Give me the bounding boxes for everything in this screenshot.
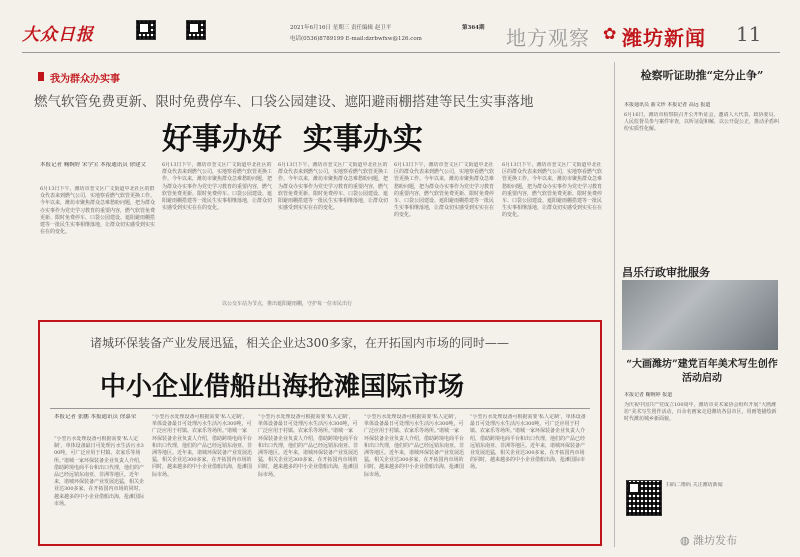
sidebar — [614, 62, 784, 552]
sidebar-divider — [614, 62, 615, 547]
story-column-4: 6月13日下午，潍坊市奎文区广文街道中北社区的群众代表来到燃气公司，实地察看燃气软管更换工作。今年以来，潍坊市聚焦群众急难愁盼问题，把为群众办实事作为党史学习教育的重要内容，燃气软管免费更新、限时免费停车、口袋公园建设、遮阳避雨棚搭建等一批民生实事相继落地，让群众切实感受到实实在在的变化。 — [394, 162, 495, 219]
feature-column-3: “小型污水处理设备可根据需要‘私人定制’，单体设备最日可处理污水生活污水300吨，可广泛应用于村镇、农家乐等场所。”诸城一家环保装备企业负责人介绍，借助跨境电商平台和出口代理，他们的产品已经远销东南亚、非洲等地区。近年来，诸城环保装备产业发展迅猛，相关企业达300多家，在开拓国内市场的同时，越来越多的中小企业借船出海，抢滩国际市场。 — [258, 414, 358, 478]
phone-line: 电话(0536)8789199 E-mail:dzrbwfxw@126.com — [290, 36, 422, 42]
sidebar-item1-byline: 本报通讯员 曲文珍 本报记者 高远 报道 — [624, 102, 711, 108]
sidebar-item3-byline: 本报记者 鞠婉婷 报道 — [624, 392, 673, 398]
flower-icon: ✿ — [603, 24, 617, 43]
newspaper-logo — [22, 20, 94, 45]
sidebar-item1-headline: 检察听证助推“定分止争” — [640, 69, 764, 82]
page-issue: 第364期 — [462, 25, 485, 31]
sidebar-item2-photo — [622, 280, 778, 350]
feature-divider — [50, 408, 590, 409]
logo-text: 大众日报 — [22, 25, 94, 45]
story-column-1: 6月13日下午，潍坊市奎文区广文街道中北社区的群众代表来到燃气公司，实地察看燃气软管更换工作。今年以来，潍坊市聚焦群众急难愁盼问题，把为群众办实事作为党史学习教育的重要内容，燃气软管免费更新、限时免费停车、口袋公园建设、遮阳避雨棚搭建等一批民生实事相继落地，让群众切实感受到实实在在的变化。 — [40, 186, 155, 236]
story-column-3: 6月13日下午，潍坊市奎文区广文街道中北社区的群众代表来到燃气公司，实地察看燃气软管更换工作。今年以来，潍坊市聚焦群众急难愁盼问题，把为群众办实事作为党史学习教育的重要内容，燃气软管免费更新、限时免费停车、口袋公园建设、遮阳避雨棚搭建等一批民生实事相继落地，让群众切实感受到实实在在的变化。 — [278, 162, 388, 212]
masthead-qr-1[interactable] — [136, 20, 156, 40]
section-title: 地方观察 — [506, 26, 590, 50]
feature-column-1: “小型污水处理设备可根据需要‘私人定制’，单体设备最日可处理污水生活污水300吨，可广泛应用于村镇、农家乐等场所。”诸城一家环保装备企业负责人介绍，借助跨境电商平台和出口代理，他们的产品已经远销东南亚、非洲等地区。近年来，诸城环保装备产业发展迅猛，相关企业达300多家，在开拓国内市场的同时，越来越多的中小企业借船出海，抢滩国际市场。 — [54, 436, 145, 507]
watermark — [680, 532, 737, 548]
weibo-icon: ◍ — [680, 534, 690, 547]
sidebar-item3-body: 为庆祝中国共产党成立100周年，潍坊市美术家协会组织开展“大画潍坊”美术写生创作活动，百余名画家走进潍坊各县市区，用画笔描绘新时代潍坊城乡新面貌。 — [624, 402, 777, 423]
sidebar-qr-code[interactable] — [626, 480, 662, 516]
masthead-divider — [22, 52, 780, 53]
sidebar-item3-headline: “大画潍坊”建党百年美术写生创作活动启动 — [626, 359, 778, 384]
story-headline: 好事办好 实事办实 — [162, 122, 423, 157]
sidebar-item1-body: 6月16日，潍坊市检察院召开公开听证会，邀请人大代表、政协委员、人民监督员参与案件审查，以听证促和解，以公开促公正，推动矛盾纠纷实质性化解。 — [624, 112, 780, 133]
feature-subtitle: 诸城环保装备产业发展迅猛，相关企业达300多家，在开拓国内市场的同时—— — [90, 336, 509, 350]
masthead-qr-2[interactable] — [186, 20, 206, 40]
story-column-2: 6月13日下午，潍坊市奎文区广文街道中北社区的群众代表来到燃气公司，实地察看燃气软管更换工作。今年以来，潍坊市聚焦群众急难愁盼问题，把为群众办实事作为党史学习教育的重要内容，燃气软管免费更新、限时免费停车、口袋公园建设、遮阳避雨棚搭建等一批民生实事相继落地，让群众切实感受到实实在在的变化。 — [162, 162, 272, 212]
page-number: 11 — [736, 22, 762, 46]
story-subtitle: 燃气软管免费更新、限时免费停车、口袋公园建设、遮阳避雨棚搭建等民生实事落地 — [34, 94, 534, 110]
story-byline: 本报记者 鞠婉婷 宋学宝 本报通讯员 徐建文 — [40, 162, 146, 168]
feature-byline: 本报记者 张鹏 本报通讯员 徐嘉荣 — [54, 414, 137, 420]
date-line: 2021年6月16日 星期三 责任编辑 赵卫平 — [290, 25, 392, 31]
feature-column-4: “小型污水处理设备可根据需要‘私人定制’，单体设备最日可处理污水生活污水300吨，可广泛应用于村镇、农家乐等场所。”诸城一家环保装备企业负责人介绍，借助跨境电商平台和出口代理，他们的产品已经远销东南亚、非洲等地区。近年来，诸城环保装备产业发展迅猛，相关企业达300多家，在开拓国内市场的同时，越来越多的中小企业借船出海，抢滩国际市场。 — [364, 414, 464, 478]
feature-box — [38, 320, 602, 546]
kicker-bar — [38, 72, 44, 81]
feature-column-5: “小型污水处理设备可根据需要‘私人定制’，单体设备最日可处理污水生活污水300吨，可广泛应用于村镇、农家乐等场所。”诸城一家环保装备企业负责人介绍，借助跨境电商平台和出口代理，他们的产品已经远销东南亚、非洲等地区。近年来，诸城环保装备产业发展迅猛，相关企业达300多家，在开拓国内市场的同时，越来越多的中小企业借船出海，抢滩国际市场。 — [470, 414, 586, 471]
feature-column-2: “小型污水处理设备可根据需要‘私人定制’，单体设备最日可处理污水生活污水300吨，可广泛应用于村镇、农家乐等场所。”诸城一家环保装备企业负责人介绍，借助跨境电商平台和出口代理，他们的产品已经远销东南亚、非洲等地区。近年来，诸城环保装备产业发展迅猛，相关企业达300多家，在开拓国内市场的同时，越来越多的中小企业借船出海，抢滩国际市场。 — [152, 414, 252, 478]
story-footer: 以公交车站为节点，推出遮阳避雨棚，守护每一位市民出行 — [222, 301, 353, 307]
watermark-text: 潍坊发布 — [693, 534, 738, 547]
top-story — [22, 62, 607, 312]
section-name: 潍坊新闻 — [622, 26, 706, 50]
story-kicker: 我为群众办实事 — [50, 74, 120, 85]
feature-headline: 中小企业借船出海抢滩国际市场 — [100, 372, 465, 402]
sidebar-qr-caption: 扫码二维码 关注潍坊新闻 — [666, 482, 723, 488]
sidebar-item2-headline: 昌乐行政审批服务 — [622, 266, 710, 279]
masthead — [0, 0, 800, 62]
story-column-5: 6月13日下午，潍坊市奎文区广文街道中北社区的群众代表来到燃气公司，实地察看燃气软管更换工作。今年以来，潍坊市聚焦群众急难愁盼问题，把为群众办实事作为党史学习教育的重要内容，燃气软管免费更新、限时免费停车、口袋公园建设、遮阳避雨棚搭建等一批民生实事相继落地，让群众切实感受到实实在在的变化。 — [502, 162, 603, 219]
